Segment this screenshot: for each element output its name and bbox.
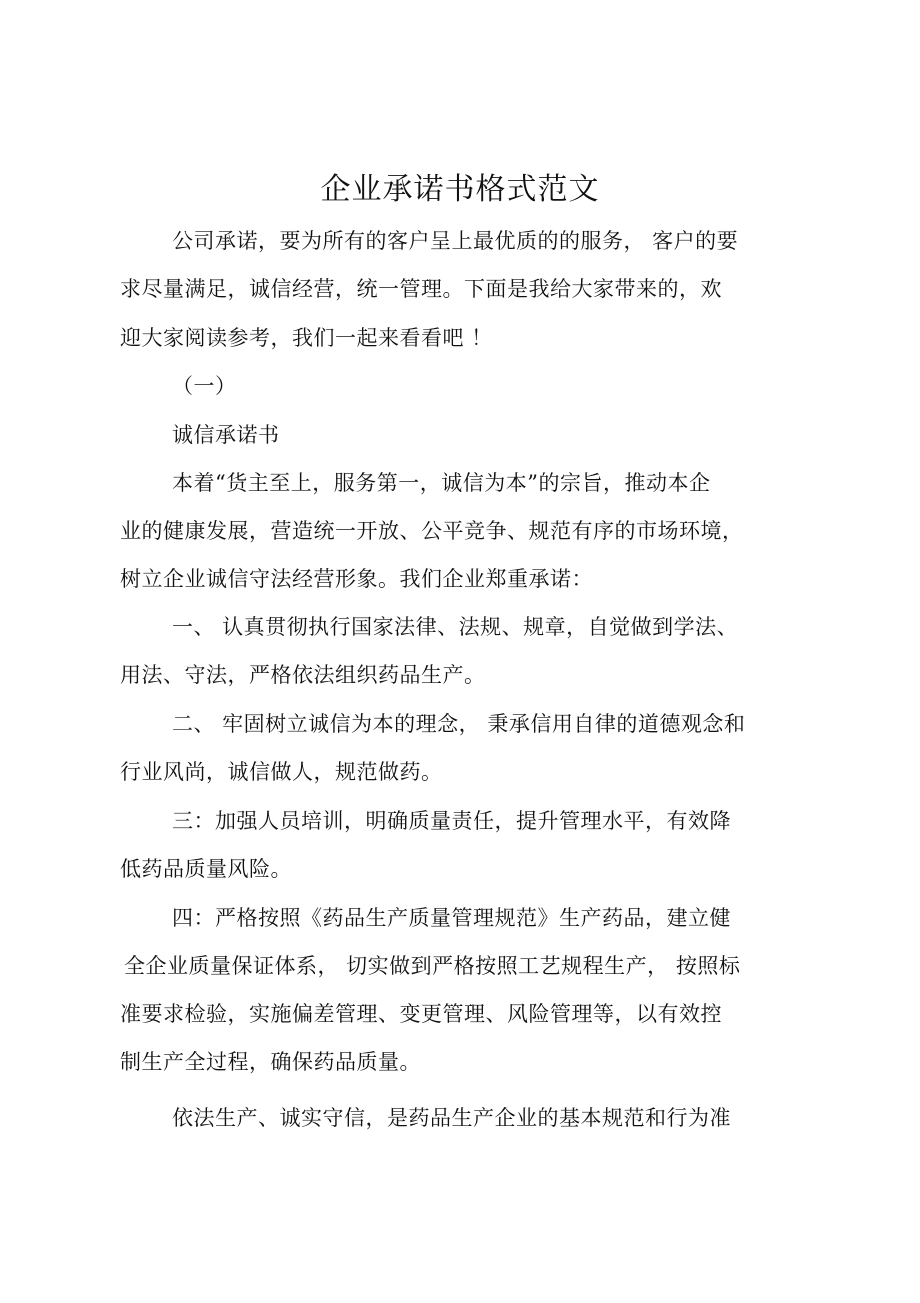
paragraph-line: 三：加强人员培训，明确质量责任，提升管理水平，有效降	[172, 809, 731, 833]
section-heading: 诚信承诺书	[172, 423, 280, 447]
paragraph-line: 求尽量满足，诚信经营，统一管理。下面是我给大家带来的，欢	[120, 277, 722, 301]
paragraph-line: 准要求检验，实施偏差管理、变更管理、风险管理等，以有效控	[120, 1002, 722, 1026]
section-number: （一）	[172, 374, 237, 398]
paragraph-line: 一、 认真贯彻执行国家法律、法规、规章，自觉做到学法、	[172, 615, 739, 639]
paragraph-line: 二、 牢固树立诚信为本的理念， 秉承信用自律的道德观念和	[172, 712, 746, 736]
paragraph-line: 用法、守法，严格依法组织药品生产。	[120, 663, 486, 687]
paragraph-line: 迎大家阅读参考，我们一起来看看吧 ！	[120, 326, 493, 350]
paragraph-line: 本着“货主至上，服务第一，诚信为本”的宗旨，推动本企	[172, 471, 711, 495]
paragraph-line: 低药品质量风险。	[120, 857, 292, 881]
paragraph-line: 制生产全过程，确保药品质量。	[120, 1050, 421, 1074]
paragraph-line: 行业风尚，诚信做人，规范做药。	[120, 760, 443, 784]
paragraph-line: 四：严格按照《药品生产质量管理规范》生产药品，建立健	[172, 906, 731, 930]
paragraph-line: 业的健康发展，营造统一开放、公平竞争、规范有序的市场环境，	[120, 519, 744, 543]
paragraph-line: 全企业质量保证体系， 切实做到严格按照工艺规程生产， 按照标	[124, 954, 741, 978]
document-title: 企业承诺书格式范文	[320, 172, 600, 207]
paragraph-line: 公司承诺，要为所有的客户呈上最优质的的服务， 客户的要	[172, 229, 739, 253]
paragraph-line: 依法生产、诚实守信，是药品生产企业的基本规范和行为准	[172, 1106, 731, 1130]
paragraph-line: 树立企业诚信守法经营形象。我们企业郑重承诺：	[120, 567, 593, 591]
